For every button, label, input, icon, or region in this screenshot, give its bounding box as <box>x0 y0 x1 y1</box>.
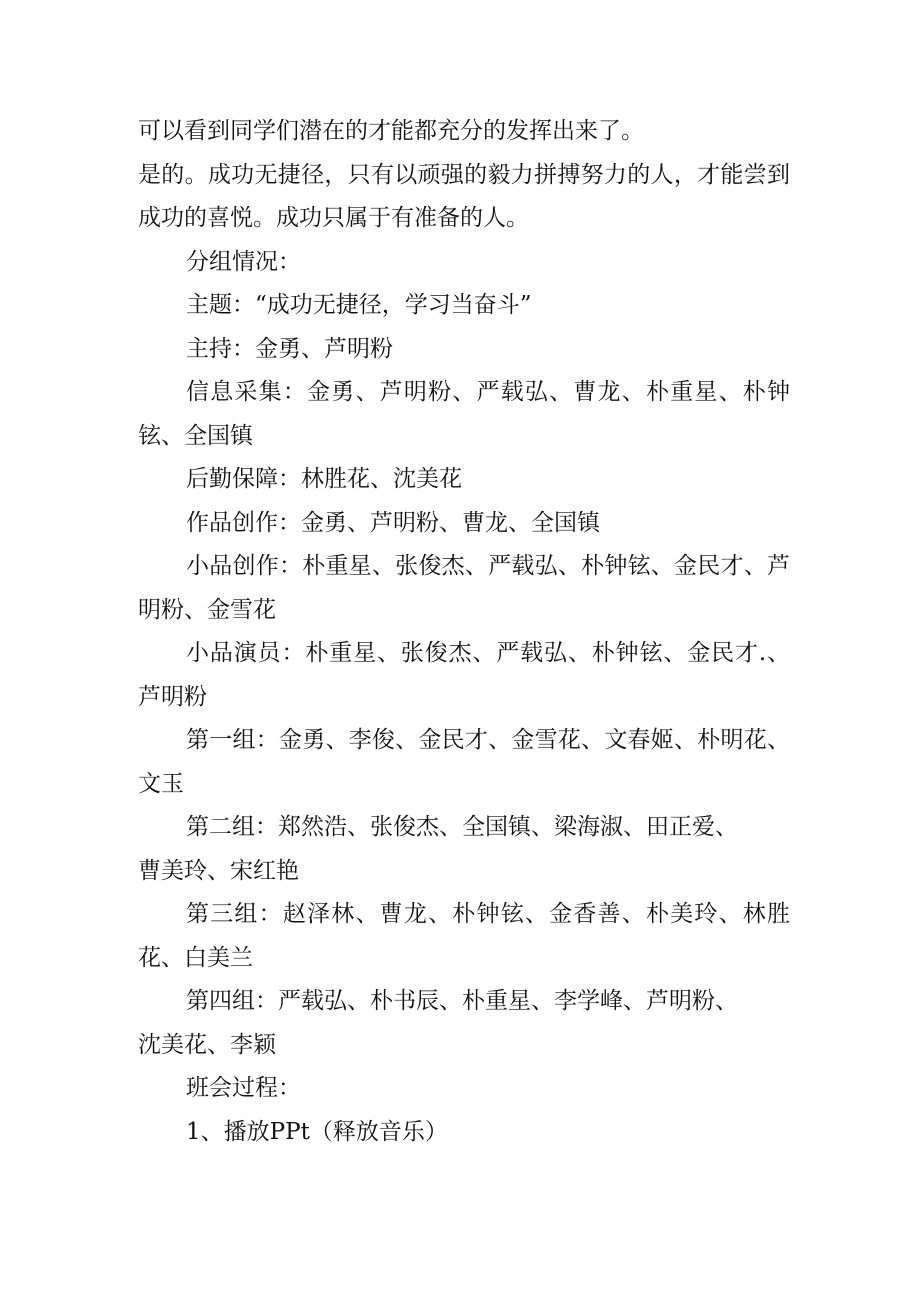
paragraph-process-heading: 班会过程： <box>186 1075 301 1101</box>
document-body <box>138 110 790 1154</box>
paragraph-host: 主持：金勇、芦明粉 <box>186 335 393 362</box>
paragraph-intro-2: 是的。成功无捷径，只有以顽强的毅力拼搏努力的人，才能尝到成功的喜悦。成功只属于有准备的人。 <box>138 161 790 231</box>
paragraph-logistics: 后勤保障：林胜花、沈美花 <box>186 466 462 492</box>
paragraph-process-step-1: 1、播放PPt（释放音乐） <box>186 1118 448 1145</box>
paragraph-group-3: 第三组：赵泽林、曹龙、朴钟铉、金香善、朴美玲、林胜花、白美兰 <box>138 901 790 971</box>
paragraph-intro-1: 可以看到同学们潜在的才能都充分的发挥出来了。 <box>138 118 644 144</box>
paragraph-info-collection: 信息采集：金勇、芦明粉、严载弘、曹龙、朴重星、朴钟铉、全国镇 <box>138 379 790 449</box>
paragraph-grouping-heading: 分组情况： <box>186 248 301 275</box>
paragraph-group-1: 第一组：金勇、李俊、金民才、金雪花、文春姬、朴明花、文玉 <box>138 727 790 797</box>
paragraph-group-2: 第二组：郑然浩、张俊杰、全国镇、梁海淑、田正爱、 曹美玲、宋红艳 <box>138 814 738 884</box>
paragraph-skit-creation: 小品创作：朴重星、张俊杰、严载弘、朴钟铉、金民才、芦明粉、金雪花 <box>138 553 790 623</box>
paragraph-group-4: 第四组：严载弘、朴书辰、朴重星、李学峰、芦明粉、 沈美花、李颖 <box>138 988 738 1058</box>
paragraph-theme: 主题：“成功无捷径，学习当奋斗” <box>186 292 532 318</box>
paragraph-skit-actors: 小品演员：朴重星、张俊杰、严载弘、朴钟铉、金民才.、芦明粉 <box>138 640 790 710</box>
paragraph-works-creation: 作品创作：金勇、芦明粉、曹龙、全国镇 <box>186 509 600 536</box>
